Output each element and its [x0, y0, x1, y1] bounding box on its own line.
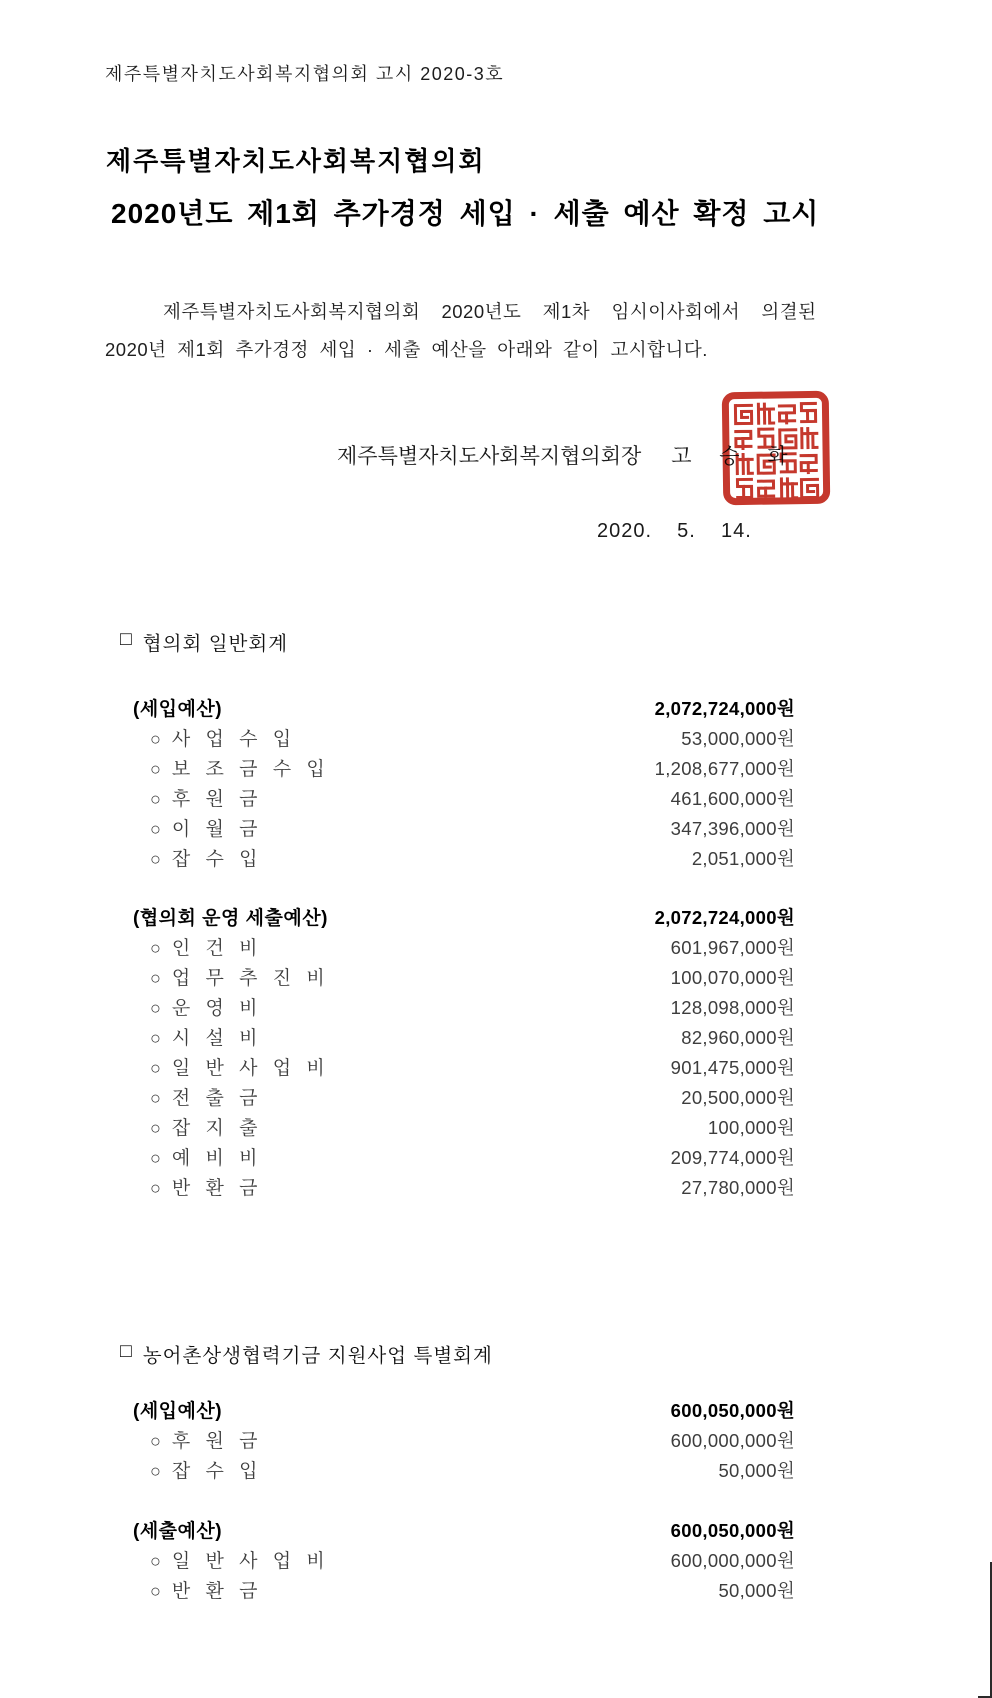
- budget-row: [133, 1173, 795, 1203]
- budget-item-amount: 82,960,000원: [681, 1027, 795, 1048]
- budget-item-amount: 600,000,000원: [670, 1550, 795, 1571]
- budget-group-total: 600,050,000원: [670, 1520, 795, 1541]
- circle-bullet-icon: ○: [150, 849, 161, 869]
- budget-item-label: 반 환 금: [171, 1178, 263, 1199]
- budget-group-revenue-general: [133, 694, 795, 874]
- notice-number: 제주특별자치도사회복지협의회 고시 2020-3호: [105, 64, 505, 84]
- circle-bullet-icon: ○: [150, 1178, 161, 1198]
- circle-bullet-icon: ○: [150, 1461, 161, 1481]
- budget-item-label: 이 월 금: [171, 819, 263, 840]
- page-title: 2020년도 제1회 추가경정 세입 · 세출 예산 확정 고시: [111, 198, 820, 229]
- budget-item-label: 잡 수 입: [171, 849, 263, 870]
- official-seal-stamp-icon: [721, 390, 831, 505]
- budget-group-expenditure-special: [133, 1516, 795, 1606]
- budget-group-title: (세입예산): [133, 1401, 223, 1422]
- budget-item-label: 사 업 수 입: [171, 729, 297, 750]
- budget-item-amount: 128,098,000원: [670, 997, 795, 1018]
- budget-item-label: 인 건 비: [171, 938, 263, 959]
- budget-group-revenue-special: [133, 1396, 795, 1486]
- budget-row: [133, 1456, 795, 1486]
- budget-group-title: (세입예산): [133, 699, 223, 720]
- budget-item-label: 반 환 금: [171, 1581, 263, 1602]
- budget-item-label: 일 반 사 업 비: [171, 1058, 330, 1079]
- budget-item-amount: 53,000,000원: [681, 728, 795, 749]
- organization-title: 제주특별자치도사회복지협의회: [106, 146, 486, 176]
- circle-bullet-icon: ○: [150, 938, 161, 958]
- budget-item-amount: 2,051,000원: [691, 848, 795, 869]
- budget-group-title: (협의회 운영 세출예산): [133, 908, 328, 929]
- budget-item-amount: 600,000,000원: [670, 1430, 795, 1451]
- square-box-icon: □: [120, 628, 133, 650]
- budget-group-header: [133, 694, 795, 724]
- budget-item-label: 시 설 비: [171, 1028, 263, 1049]
- budget-group-total: 2,072,724,000원: [654, 698, 795, 719]
- budget-row: [133, 1023, 795, 1053]
- budget-item-amount: 1,208,677,000원: [654, 758, 795, 779]
- budget-item-amount: 27,780,000원: [681, 1177, 795, 1198]
- circle-bullet-icon: ○: [150, 1148, 161, 1168]
- budget-row: [133, 963, 795, 993]
- budget-row: [133, 1546, 795, 1576]
- circle-bullet-icon: ○: [150, 819, 161, 839]
- section-heading-general-account: [120, 628, 288, 656]
- budget-row: [133, 933, 795, 963]
- budget-row: [133, 1143, 795, 1173]
- budget-item-label: 운 영 비: [171, 998, 263, 1019]
- budget-row: [133, 1113, 795, 1143]
- signature-line: [337, 440, 788, 470]
- budget-row: [133, 1576, 795, 1606]
- budget-row: [133, 724, 795, 754]
- budget-item-amount: 100,070,000원: [670, 967, 795, 988]
- budget-item-amount: 347,396,000원: [670, 818, 795, 839]
- budget-item-amount: 901,475,000원: [670, 1057, 795, 1078]
- signer-name: 고 승 화: [671, 445, 788, 468]
- budget-item-amount: 461,600,000원: [670, 788, 795, 809]
- budget-item-label: 후 원 금: [171, 1431, 263, 1452]
- budget-group-title: (세출예산): [133, 1521, 223, 1542]
- section-heading-special-account: [120, 1340, 493, 1368]
- budget-group-header: [133, 1396, 795, 1426]
- signer-title: 제주특별자치도사회복지협의회장: [337, 445, 642, 468]
- body-paragraph-line-2: 2020년 제1회 추가경정 세입 · 세출 예산을 아래와 같이 고시합니다.: [105, 339, 708, 360]
- budget-item-label: 보 조 금 수 입: [171, 759, 330, 780]
- budget-group-expenditure-general: [133, 903, 795, 1203]
- body-paragraph-line-1: 제주특별자치도사회복지협의회 2020년도 제1차 임시이사회에서 의결된: [163, 301, 817, 322]
- budget-group-total: 2,072,724,000원: [654, 907, 795, 928]
- budget-item-amount: 100,000원: [707, 1117, 795, 1138]
- budget-row: [133, 1053, 795, 1083]
- budget-row: [133, 993, 795, 1023]
- circle-bullet-icon: ○: [150, 1088, 161, 1108]
- circle-bullet-icon: ○: [150, 1058, 161, 1078]
- budget-item-amount: 20,500,000원: [681, 1087, 795, 1108]
- budget-item-label: 후 원 금: [171, 789, 263, 810]
- budget-item-label: 업 무 추 진 비: [171, 968, 330, 989]
- budget-group-total: 600,050,000원: [670, 1400, 795, 1421]
- budget-item-amount: 50,000원: [718, 1580, 795, 1601]
- circle-bullet-icon: ○: [150, 1581, 161, 1601]
- circle-bullet-icon: ○: [150, 1551, 161, 1571]
- circle-bullet-icon: ○: [150, 1028, 161, 1048]
- budget-group-header: [133, 1516, 795, 1546]
- budget-row: [133, 754, 795, 784]
- circle-bullet-icon: ○: [150, 998, 161, 1018]
- circle-bullet-icon: ○: [150, 729, 161, 749]
- budget-group-header: [133, 903, 795, 933]
- budget-item-label: 잡 수 입: [171, 1461, 263, 1482]
- budget-row: [133, 1426, 795, 1456]
- section-heading-text: 협의회 일반회계: [142, 633, 289, 655]
- circle-bullet-icon: ○: [150, 789, 161, 809]
- circle-bullet-icon: ○: [150, 1118, 161, 1138]
- section-heading-text: 농어촌상생협력기금 지원사업 특별회계: [142, 1345, 493, 1367]
- budget-item-label: 전 출 금: [171, 1088, 263, 1109]
- notice-date: 2020. 5. 14.: [597, 520, 752, 542]
- circle-bullet-icon: ○: [150, 968, 161, 988]
- circle-bullet-icon: ○: [150, 1431, 161, 1451]
- square-box-icon: □: [120, 1340, 133, 1362]
- budget-item-amount: 209,774,000원: [670, 1147, 795, 1168]
- budget-row: [133, 784, 795, 814]
- budget-item-amount: 601,967,000원: [670, 937, 795, 958]
- circle-bullet-icon: ○: [150, 759, 161, 779]
- budget-item-label: 일 반 사 업 비: [171, 1551, 330, 1572]
- budget-row: [133, 844, 795, 874]
- budget-item-label: 잡 지 출: [171, 1118, 263, 1139]
- budget-row: [133, 814, 795, 844]
- budget-row: [133, 1083, 795, 1113]
- budget-item-amount: 50,000원: [718, 1460, 795, 1481]
- budget-item-label: 예 비 비: [171, 1148, 263, 1169]
